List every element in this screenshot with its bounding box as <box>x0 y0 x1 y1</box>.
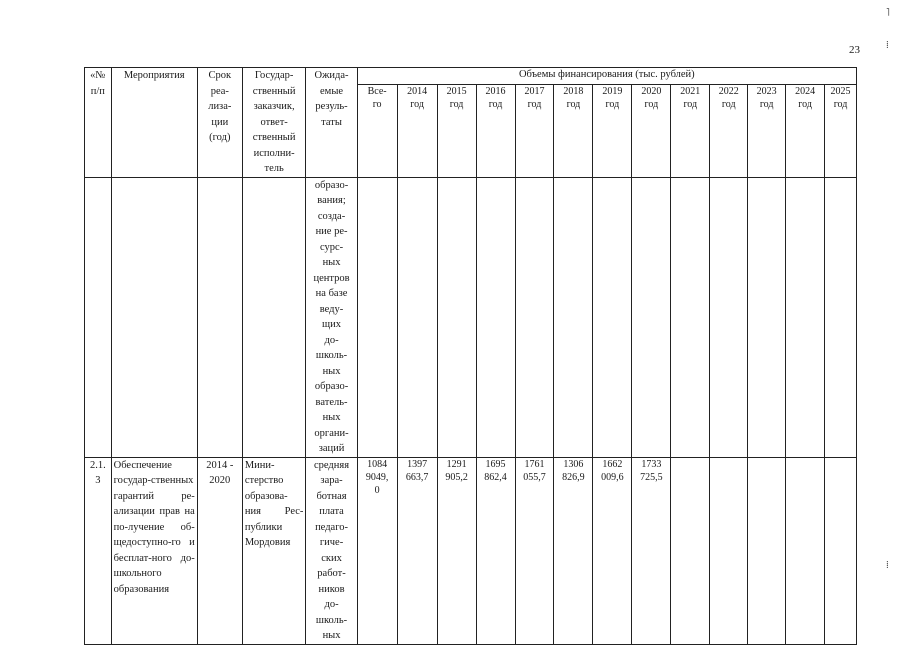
cell-value: 1397 663,7 <box>397 457 437 644</box>
table-row <box>85 457 857 644</box>
page-number: 23 <box>849 44 860 56</box>
header-year: 2014 год <box>397 84 437 177</box>
header-year: 2015 год <box>437 84 476 177</box>
header-customer: Государ- ственный заказчик, ответ- ственный исполни- тель <box>242 68 306 178</box>
header-year: 2020 год <box>632 84 671 177</box>
edge-mark: ⁞ <box>886 560 889 571</box>
header-year: 2018 год <box>554 84 593 177</box>
cell-value: 1291 905,2 <box>437 457 476 644</box>
cell-results: образо- вания; созда- ние ре- сурс- ных центров на базе веду- щих до- школь- ных образо- ватель- ных органи- заций <box>306 177 357 457</box>
funding-table <box>84 67 857 645</box>
header-year: 2024 год <box>786 84 825 177</box>
header-num: «№ п/п <box>85 68 112 178</box>
cell-num: 2.1. 3 <box>85 457 112 644</box>
header-year: 2017 год <box>515 84 554 177</box>
cell-value <box>786 457 825 644</box>
header-total: Все- го <box>357 84 397 177</box>
edge-mark: ⁞ <box>886 40 889 51</box>
cell-value: 1695 862,4 <box>476 457 515 644</box>
header-results: Ожида- емые резуль- таты <box>306 68 357 178</box>
cell-value: 1662 009,6 <box>593 457 632 644</box>
header-funding-title: Объемы финансирования (тыс. рублей) <box>357 68 856 85</box>
cell-total: 1084 9049, 0 <box>357 457 397 644</box>
header-year: 2022 год <box>710 84 748 177</box>
cell-value: 1761 055,7 <box>515 457 554 644</box>
header-year: 2023 год <box>748 84 786 177</box>
table-row <box>85 177 857 457</box>
cell-value <box>825 457 857 644</box>
cell-result: средняя зара- ботная плата педаго- гиче- ских работ- ников до- школь- ных <box>306 457 357 644</box>
cell-value: 1733 725,5 <box>632 457 671 644</box>
header-year: 2021 год <box>671 84 710 177</box>
edge-mark: ˥ <box>886 8 890 19</box>
cell-value <box>710 457 748 644</box>
cell-term: 2014 - 2020 <box>197 457 242 644</box>
cell-measure: Обеспечение государ-ственных гарантий ре-ализации прав на по-лучение об-щедоступно-го и бесплат-ного до-школьного образования <box>111 457 197 644</box>
cell-value <box>748 457 786 644</box>
cell-value: 1306 826,9 <box>554 457 593 644</box>
header-term: Срок реа- лиза- ции (год) <box>197 68 242 178</box>
header-year: 2016 год <box>476 84 515 177</box>
header-measures: Мероприятия <box>111 68 197 178</box>
header-year: 2025 год <box>825 84 857 177</box>
header-year: 2019 год <box>593 84 632 177</box>
cell-value <box>671 457 710 644</box>
table-header-row <box>85 68 857 85</box>
cell-customer: Мини-стерство образова-ния Рес-публики Мордовия <box>242 457 306 644</box>
